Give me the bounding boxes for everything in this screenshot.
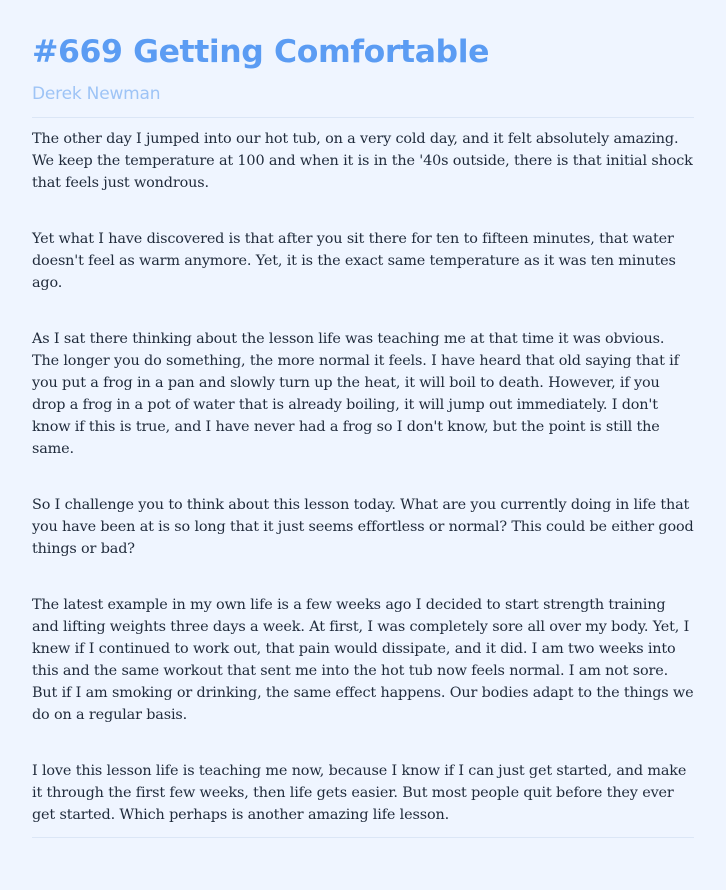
paragraph-5: The latest example in my own life is a few weeks ago I decided to start strength training and lifting weights three days a week. At first, I was completely sore all over my body. Yet, I knew if I continued to work out, that pain would dissipate, and it did. I am two weeks into this and the same workout that sent me into the hot tub now feels normal. I am not sore. But if I am smoking or drinking, the same effect happens. Our bodies adapt to the things we do on a regular basis. [32, 597, 694, 723]
paragraph-6: I love this lesson life is teaching me now, because I know if I can just get started, and make it through the first few weeks, then life gets easier. But most people quit before they ever get started. Which perhaps is another amazing life lesson. [32, 763, 687, 823]
footer-divider [32, 837, 694, 838]
paragraph-3: As I sat there thinking about the lesson life was teaching me at that time it was obvious. The longer you do something, the more normal it feels. I have heard that old saying that if you put a frog in a pan and slowly turn up the heat, it will boil to death. However, if you drop a frog in a pot of water that is already boiling, it will jump out immediately. I don't know if this is true, and I have never had a frog so I don't know, but the point is still the same. [32, 331, 679, 457]
paragraph-4: So I challenge you to think about this lesson today. What are you currently doing in life that you have been at is so long that it just seems effortless or normal? This could be either good things or bad? [32, 497, 694, 557]
paragraph-2: Yet what I have discovered is that after you sit there for ten to fifteen minutes, that water doesn't feel as warm anymore. Yet, it is the exact same temperature as it was ten minutes ago. [32, 231, 676, 291]
article-title: #669 Getting Comfortable [32, 34, 490, 70]
header-divider [32, 117, 694, 118]
paragraph-1: The other day I jumped into our hot tub, on a very cold day, and it felt absolutely amazing. We keep the temperature at 100 and when it is in the '40s outside, there is that initial shock that feels just wondrous. [32, 131, 693, 191]
author-name: Derek Newman [32, 84, 161, 104]
article-body [32, 128, 694, 826]
